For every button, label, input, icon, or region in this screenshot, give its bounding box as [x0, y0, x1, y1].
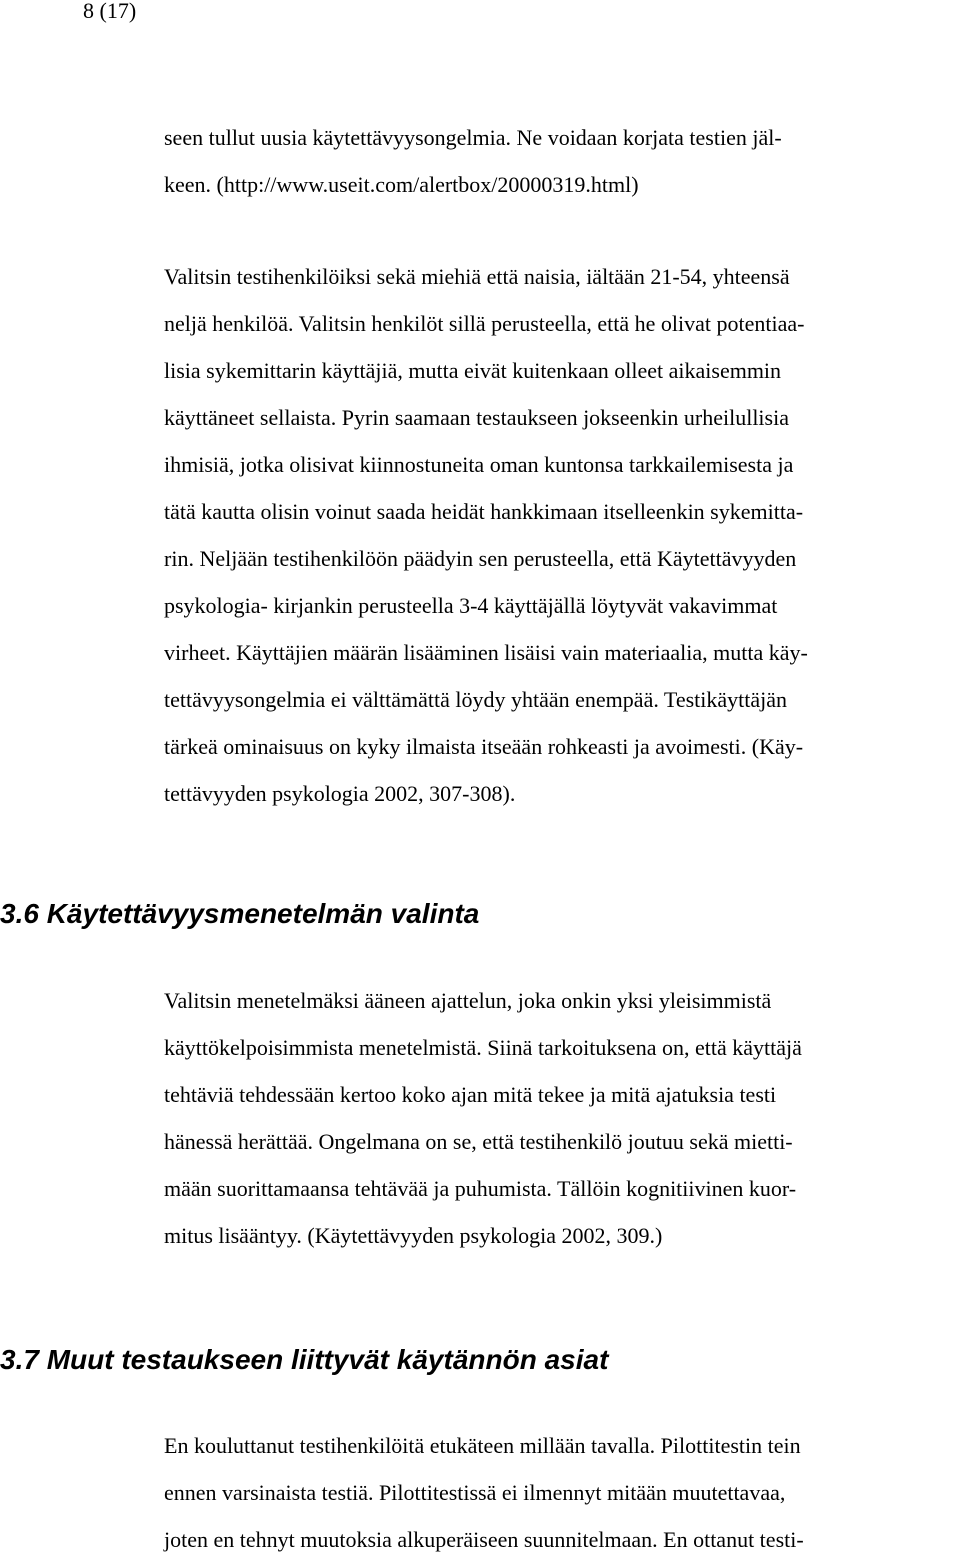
text-line: psykologia- kirjankin perusteella 3-4 käyttäjällä löytyvät vakavimmat	[164, 593, 778, 618]
text-line: keen. (http://www.useit.com/alertbox/20000319.html)	[164, 172, 639, 197]
text-line: tettävyyden psykologia 2002, 307-308).	[164, 781, 516, 806]
page-number: 8 (17)	[83, 0, 137, 23]
text-line: tärkeä ominaisuus on kyky ilmaista itseään rohkeasti ja avoimesti. (Käy-	[164, 734, 804, 759]
text-line: lisia sykemittarin käyttäjiä, mutta eivät kuitenkaan olleet aikaisemmin	[164, 358, 782, 383]
text-line: tettävyysongelmia ei välttämättä löydy yhtään enempää. Testikäyttäjän	[164, 687, 788, 712]
text-line: mään suorittamaansa tehtävää ja puhumista. Tällöin kognitiivinen kuor-	[164, 1176, 797, 1201]
text-line: mitus lisääntyy. (Käytettävyyden psykologia 2002, 309.)	[164, 1223, 663, 1248]
text-line: ihmisiä, jotka olisivat kiinnostuneita oman kuntonsa tarkkailemisesta ja	[164, 452, 794, 477]
text-line: käyttökelpoisimmista menetelmistä. Siinä tarkoituksena on, että käyttäjä	[164, 1035, 802, 1060]
text-line: rin. Neljään testihenkilöön päädyin sen perusteella, että Käytettävyyden	[164, 546, 797, 571]
text-line: käyttäneet sellaista. Pyrin saamaan testaukseen jokseenkin urheilullisia	[164, 405, 789, 430]
paragraph-1	[164, 114, 960, 208]
text-line: neljä henkilöä. Valitsin henkilöt sillä perusteella, että he olivat potentiaa-	[164, 311, 805, 336]
text-line: ennen varsinaista testiä. Pilottitestissä ei ilmennyt mitään muutettavaa,	[164, 1480, 786, 1505]
text-line: virheet. Käyttäjien määrän lisääminen lisäisi vain materiaalia, mutta käy-	[164, 640, 808, 665]
paragraph-2	[164, 253, 960, 817]
text-line: tätä kautta olisin voinut saada heidät hankkimaan itselleenkin sykemitta-	[164, 499, 804, 524]
paragraph-4	[164, 1422, 960, 1563]
paragraph-3	[164, 977, 960, 1259]
text-line: seen tullut uusia käytettävyysongelmia. Ne voidaan korjata testien jäl-	[164, 125, 782, 150]
text-line: En kouluttanut testihenkilöitä etukäteen millään tavalla. Pilottitestin tein	[164, 1433, 801, 1458]
section-heading-3-6: 3.6 Käytettävyysmenetelmän valinta	[0, 898, 480, 929]
text-line: joten en tehnyt muutoksia alkuperäiseen suunnitelmaan. En ottanut testi-	[164, 1527, 804, 1552]
section-heading-3-7: 3.7 Muut testaukseen liittyvät käytännön asiat	[0, 1344, 609, 1375]
text-line: Valitsin menetelmäksi ääneen ajattelun, joka onkin yksi yleisimmistä	[164, 988, 772, 1013]
text-line: Valitsin testihenkilöiksi sekä miehiä että naisia, iältään 21-54, yhteensä	[164, 264, 790, 289]
text-line: hänessä herättää. Ongelmana on se, että testihenkilö joutuu sekä mietti-	[164, 1129, 793, 1154]
text-line: tehtäviä tehdessään kertoo koko ajan mitä tekee ja mitä ajatuksia testi	[164, 1082, 777, 1107]
